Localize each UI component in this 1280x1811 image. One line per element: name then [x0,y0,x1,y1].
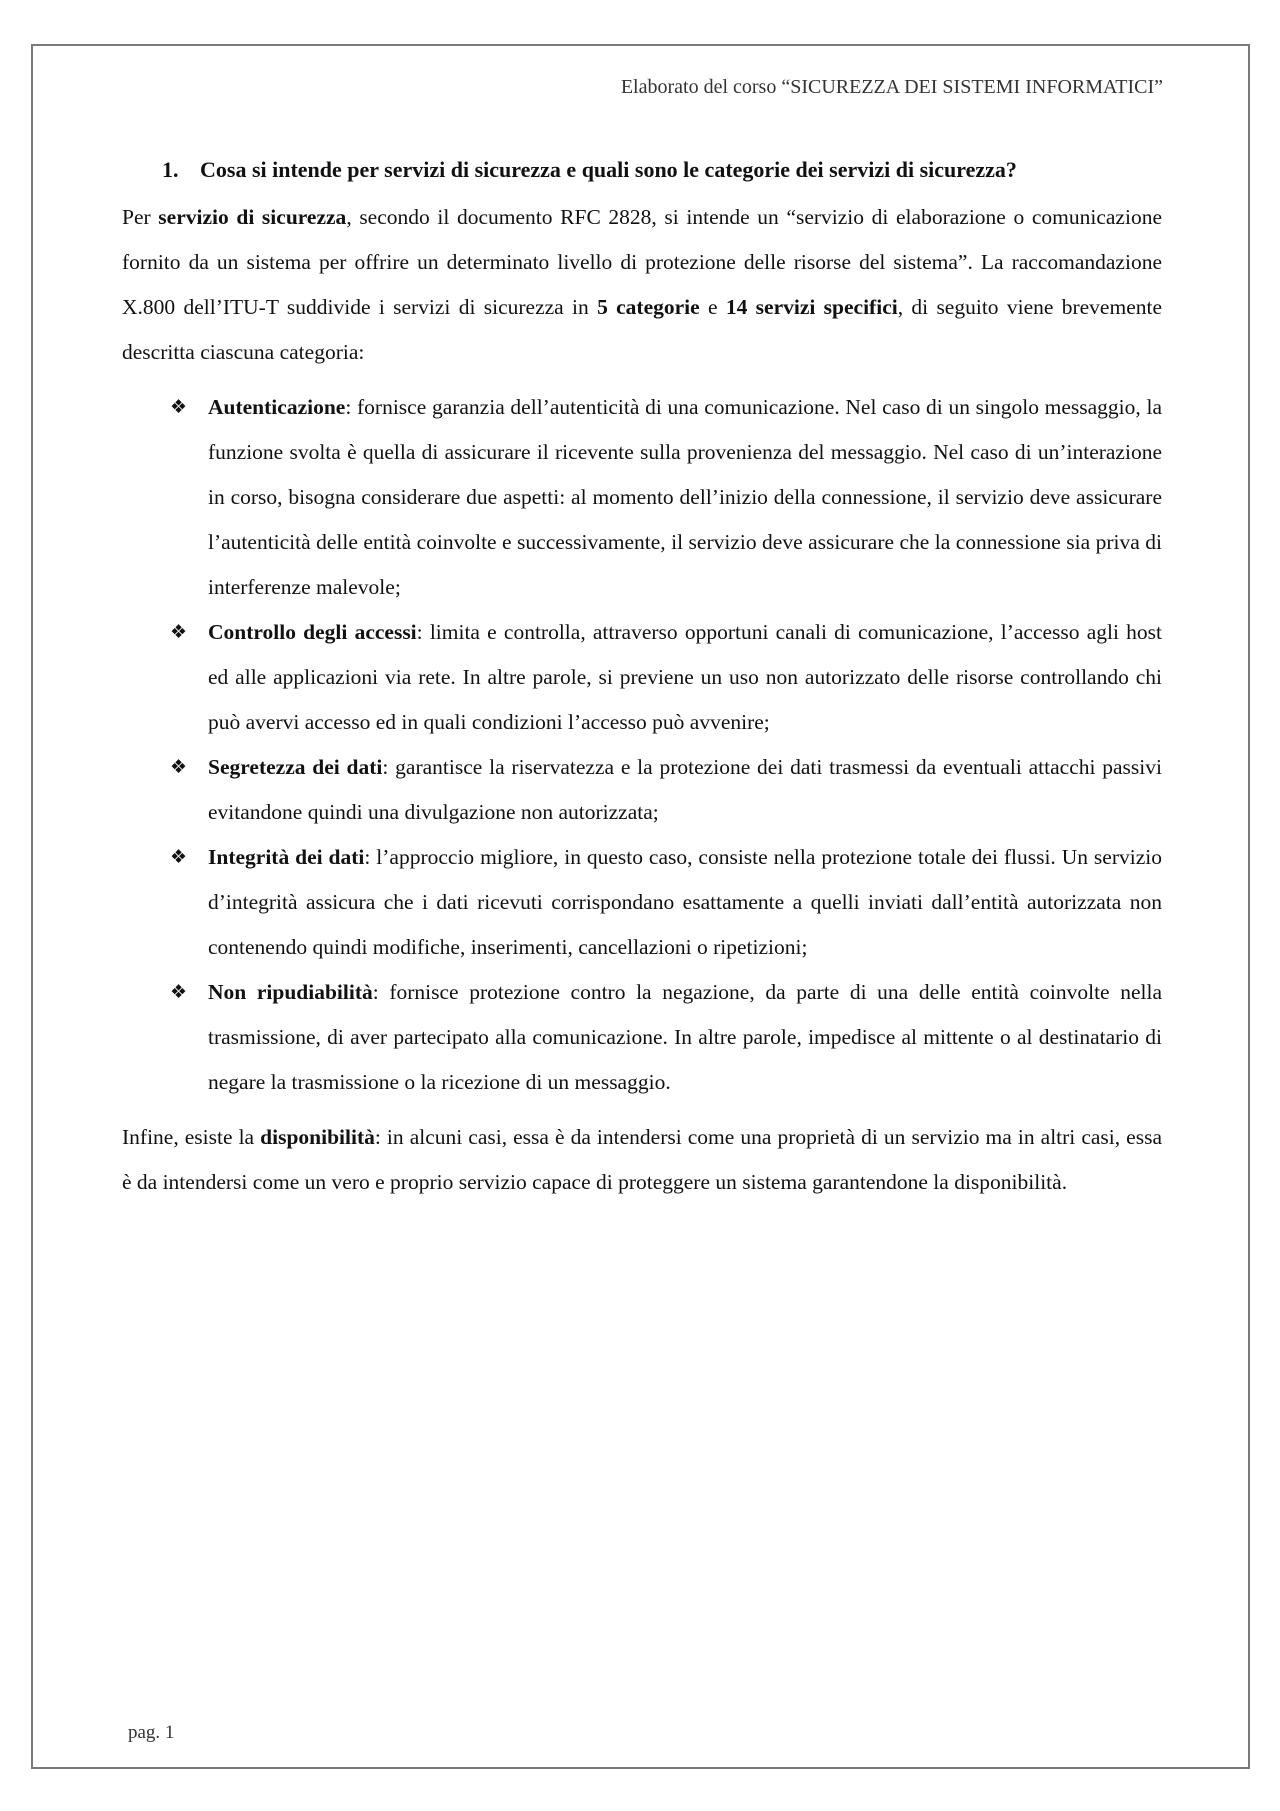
intro-text-2: , secondo il documento RFC 2828, si intende un “servizio di elaborazione o comunicazione fornito da un sistema per offrire un determinato livello di protezione delle risorse del sistema”. La raccomandazione X.800 dell’ITU-T suddivide i servizi di sicurezza in [122,205,1162,319]
diamond-bullet-icon: ❖ [170,621,188,643]
section-title-text: Cosa si intende per servizi di sicurezza e quali sono le categorie dei servizi di sicurezza? [200,157,1017,182]
intro-paragraph [122,195,1162,375]
list-item-text: : fornisce protezione contro la negazione, da parte di una delle entità coinvolte nella trasmissione, di aver partecipato alla comunicazione. In altre parole, impedisce al mittente o al destinatario di negare la trasmissione o la ricezione di un messaggio. [208,980,1162,1094]
list-item-term: Controllo degli accessi [208,620,417,644]
diamond-bullet-icon: ❖ [170,396,188,418]
closing-text-1: Infine, esiste la [122,1125,261,1149]
section-title [162,150,1162,190]
intro-bold-3: 14 servizi specifici [725,295,898,319]
intro-bold-1: servizio di sicurezza [158,205,347,229]
list-item-text: : garantisce la riservatezza e la protezione dei dati trasmessi da eventuali attacchi passivi evitandone quindi una divulgazione non autorizzata; [208,755,1162,824]
section-number: 1. [162,157,179,182]
list-item-term: Integrità dei dati [208,845,365,869]
intro-bold-2: 5 categorie [597,295,700,319]
list-item [122,745,1162,835]
list-item [122,385,1162,610]
list-item [122,970,1162,1105]
list-item-text: : l’approccio migliore, in questo caso, consiste nella protezione totale dei flussi. Un servizio d’integrità assicura che i dati ricevuti corrispondano esattamente a quelli inviati dall’entità autorizzata non contenendo quindi modifiche, inserimenti, cancellazioni o ripetizioni; [208,845,1162,959]
closing-bold-1: disponibilità [260,1125,375,1149]
document-body [122,150,1162,1205]
list-item [122,835,1162,970]
categories-list [122,385,1162,1105]
page-number: pag. 1 [128,1722,175,1743]
diamond-bullet-icon: ❖ [170,846,188,868]
list-item-text: : fornisce garanzia dell’autenticità di una comunicazione. Nel caso di un singolo messaggio, la funzione svolta è quella di assicurare il ricevente sulla provenienza del messaggio. Nel caso di un’interazione in corso, bisogna considerare due aspetti: al momento dell’inizio della connessione, il servizio deve assicurare l’autenticità delle entità coinvolte e successivamente, il servizio deve assicurare che la connessione sia priva di interferenze malevole; [208,395,1162,599]
closing-text-2: : in alcuni casi, essa è da intendersi come una proprietà di un servizio ma in altri casi, essa è da intendersi come un vero e proprio servizio capace di proteggere un sistema garantendone la disponibilità. [122,1125,1162,1194]
list-item-term: Autenticazione [208,395,346,419]
diamond-bullet-icon: ❖ [170,981,188,1003]
diamond-bullet-icon: ❖ [170,756,188,778]
document-header: Elaborato del corso “SICUREZZA DEI SISTEMI INFORMATICI” [620,76,1163,98]
list-item-term: Non ripudiabilità [208,980,373,1004]
list-item-text: : limita e controlla, attraverso opportuni canali di comunicazione, l’accesso agli host ed alle applicazioni via rete. In altre parole, si previene un uso non autorizzato delle risorse controllando chi può avervi accesso ed in quali condizioni l’accesso può avvenire; [208,620,1162,734]
intro-text-4: , di seguito viene brevemente descritta ciascuna categoria: [122,295,1163,364]
intro-text-3: e [699,295,726,319]
closing-paragraph [122,1115,1162,1205]
list-item-term: Segretezza dei dati [208,755,383,779]
list-item [122,610,1162,745]
intro-text-1: Per [122,205,159,229]
